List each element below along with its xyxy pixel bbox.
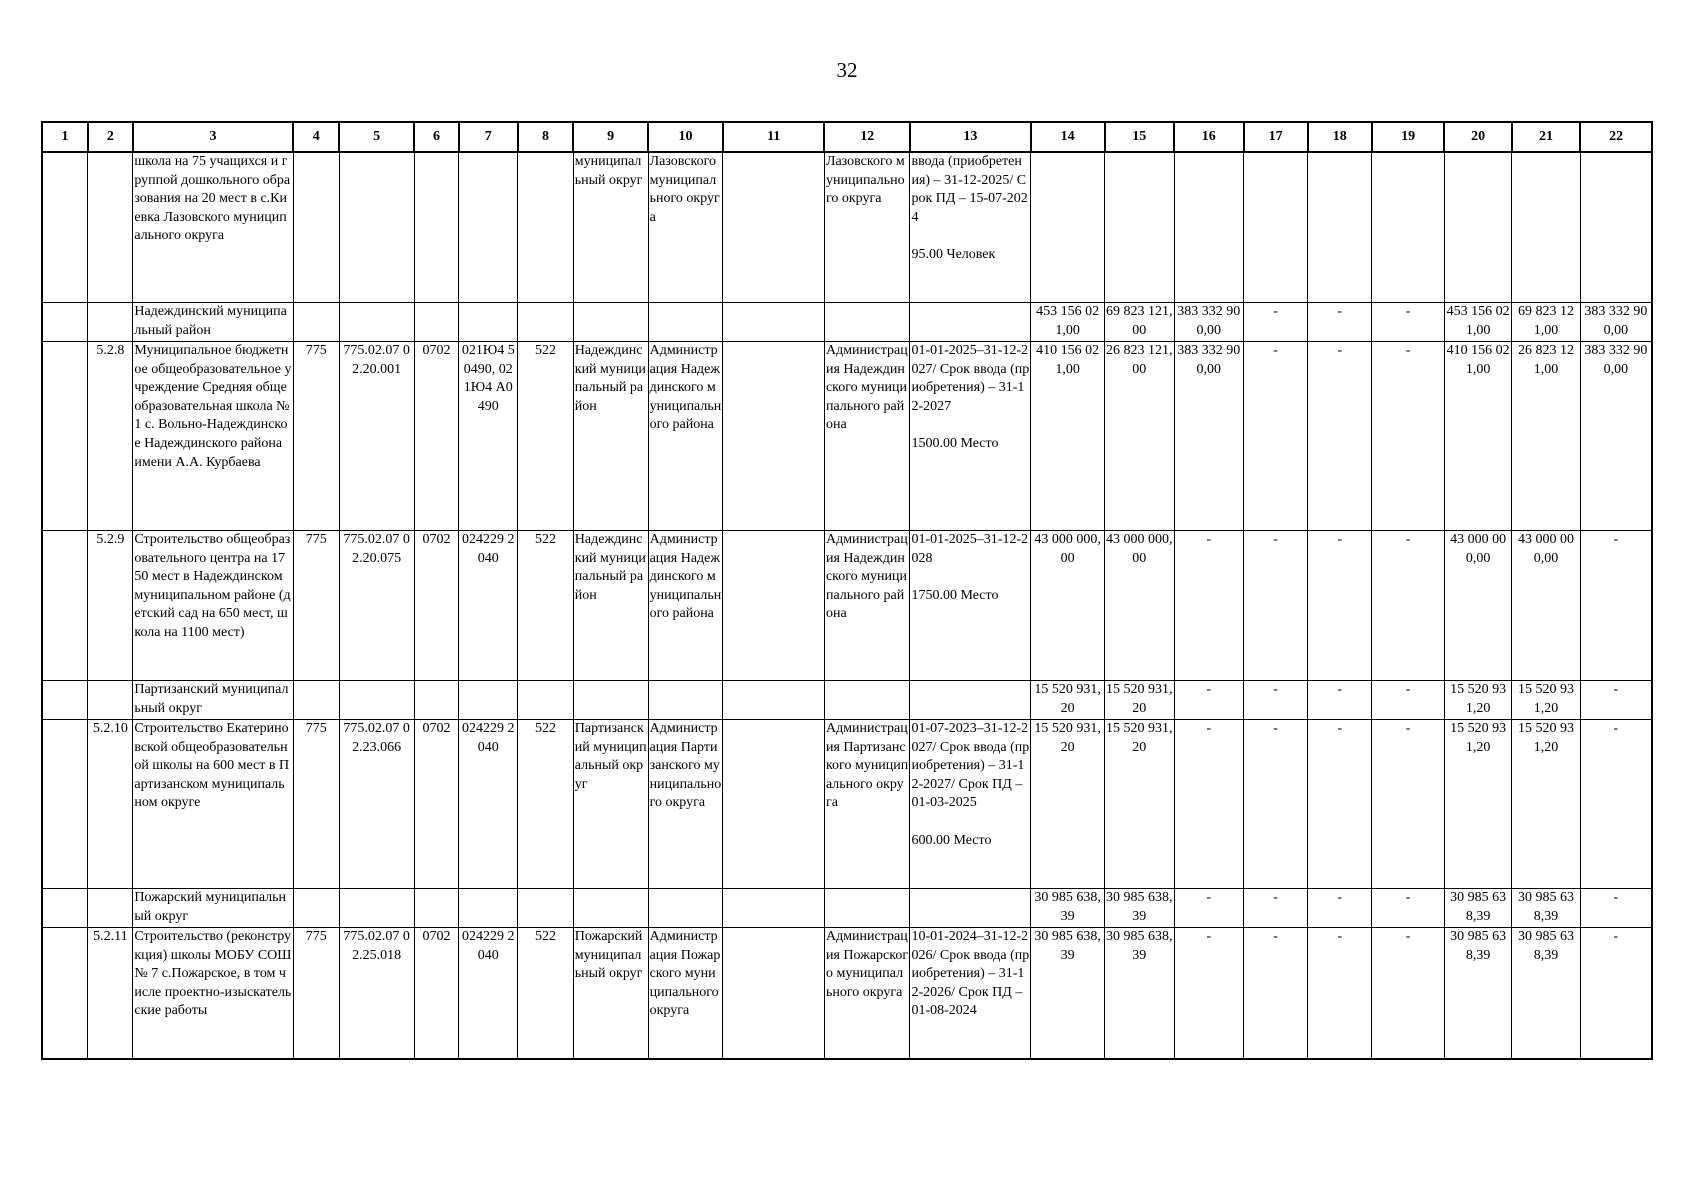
table-cell-col-13 (910, 681, 1031, 720)
table-cell-col-9: Надеждинский муниципальный район (573, 531, 648, 681)
table-cell-col-19: - (1372, 531, 1445, 681)
table-cell-col-18: - (1308, 889, 1372, 928)
table-cell-col-13: 01-01-2025–31-12-2028 1750.00 Место (910, 531, 1031, 681)
table-cell-col-19: - (1372, 889, 1445, 928)
header-cell: 7 (459, 122, 518, 152)
table-cell-col-9: муниципальный округ (573, 152, 648, 303)
table-cell-col-6 (414, 152, 459, 303)
table-cell-col-13: 10-01-2024–31-12-2026/ Срок ввода (приобретения) – 31-12-2026/ Срок ПД – 01-08-2024 (910, 928, 1031, 1060)
table-cell-col-6 (414, 303, 459, 342)
table-cell-col-9: Пожарский муниципальный округ (573, 928, 648, 1060)
table-cell-col-15: 15 520 931,20 (1105, 681, 1174, 720)
header-cell: 18 (1308, 122, 1372, 152)
table-cell-col-14: 43 000 000,00 (1031, 531, 1105, 681)
table-cell-col-18 (1308, 152, 1372, 303)
header-cell: 10 (648, 122, 723, 152)
table-cell-col-21: 26 823 121,00 (1512, 342, 1580, 531)
table-cell-col-12: Администрация Надеждинского муниципального района (824, 342, 910, 531)
table-cell-col-6: 0702 (414, 342, 459, 531)
table-cell-col-10 (648, 303, 723, 342)
table-cell-col-14: 410 156 021,00 (1031, 342, 1105, 531)
table-cell-col-19: - (1372, 303, 1445, 342)
table-cell-col-17: - (1244, 681, 1308, 720)
table-cell-col-5 (339, 681, 414, 720)
table-cell-col-10: Администрация Пожарского муниципального округа (648, 928, 723, 1060)
table-cell-col-7: 021Ю4 50490, 021Ю4 А0490 (459, 342, 518, 531)
table-cell-col-20: 30 985 638,39 (1444, 928, 1511, 1060)
header-cell: 19 (1372, 122, 1445, 152)
header-cell: 21 (1512, 122, 1580, 152)
table-row (42, 531, 1652, 681)
header-row (42, 122, 1652, 152)
table-cell-col-21: 15 520 931,20 (1512, 720, 1580, 889)
table-cell-col-3: Партизанский муниципальный округ (133, 681, 293, 720)
table-cell-col-3: Пожарский муниципальный округ (133, 889, 293, 928)
table-cell-col-12 (824, 303, 910, 342)
table-cell-col-10: Лазовского муниципального округа (648, 152, 723, 303)
table-cell-col-18: - (1308, 342, 1372, 531)
table-cell-col-1 (42, 681, 88, 720)
table-cell-col-11 (723, 720, 825, 889)
table-cell-col-9 (573, 889, 648, 928)
table-cell-col-1 (42, 720, 88, 889)
table-cell-col-16: 383 332 900,00 (1174, 303, 1243, 342)
table-cell-col-2 (88, 681, 133, 720)
table-cell-col-13: 01-07-2023–31-12-2027/ Срок ввода (приобретения) – 31-12-2027/ Срок ПД – 01-03-2025 600.00 Место (910, 720, 1031, 889)
table-cell-col-21: 30 985 638,39 (1512, 889, 1580, 928)
header-cell: 13 (910, 122, 1031, 152)
table-cell-col-16: - (1174, 928, 1243, 1060)
table-cell-col-16: 383 332 900,00 (1174, 342, 1243, 531)
table-cell-col-15: 26 823 121,00 (1105, 342, 1174, 531)
header-cell: 15 (1105, 122, 1174, 152)
table-cell-col-5 (339, 303, 414, 342)
table-cell-col-20: 453 156 021,00 (1444, 303, 1511, 342)
table-cell-col-13: ввода (приобретения) – 31-12-2025/ Срок ПД – 15-07-2024 95.00 Человек (910, 152, 1031, 303)
table-cell-col-6: 0702 (414, 531, 459, 681)
table-cell-col-22: - (1580, 889, 1652, 928)
table-cell-col-11 (723, 342, 825, 531)
table-cell-col-14: 30 985 638,39 (1031, 889, 1105, 928)
table-cell-col-5 (339, 152, 414, 303)
table-cell-col-18: - (1308, 928, 1372, 1060)
table-cell-col-2 (88, 152, 133, 303)
table-cell-col-12 (824, 681, 910, 720)
table-cell-col-5: 775.02.07 02.20.001 (339, 342, 414, 531)
table-cell-col-13 (910, 889, 1031, 928)
table-cell-col-3: Строительство общеобразовательного центра на 1750 мест в Надеждинском муниципальном районе (детский сад на 650 мест, школа на 1100 мест) (133, 531, 293, 681)
table-cell-col-3: Строительство Екатериновской общеобразовательной школы на 600 мест в Партизанском муниципальном округе (133, 720, 293, 889)
table-cell-col-12: Администрация Надеждинского муниципального района (824, 531, 910, 681)
table-cell-col-17: - (1244, 342, 1308, 531)
table-cell-col-6: 0702 (414, 720, 459, 889)
table-row (42, 342, 1652, 531)
table-cell-col-12: Администрация Партизанского муниципального округа (824, 720, 910, 889)
table-cell-col-1 (42, 531, 88, 681)
table-cell-col-8 (518, 681, 574, 720)
table-cell-col-12: Администрация Пожарского муниципального округа (824, 928, 910, 1060)
table-cell-col-6 (414, 681, 459, 720)
table-cell-col-12 (824, 889, 910, 928)
table-cell-col-4 (293, 303, 339, 342)
table-cell-col-21: 15 520 931,20 (1512, 681, 1580, 720)
header-cell: 6 (414, 122, 459, 152)
table-cell-col-8: 522 (518, 928, 574, 1060)
table-cell-col-15: 15 520 931,20 (1105, 720, 1174, 889)
table-cell-col-21: 69 823 121,00 (1512, 303, 1580, 342)
table-cell-col-11 (723, 928, 825, 1060)
table-cell-col-5: 775.02.07 02.23.066 (339, 720, 414, 889)
table-cell-col-11 (723, 889, 825, 928)
table-cell-col-14 (1031, 152, 1105, 303)
table-cell-col-9 (573, 303, 648, 342)
table-cell-col-7 (459, 303, 518, 342)
header-cell: 9 (573, 122, 648, 152)
table-cell-col-17: - (1244, 889, 1308, 928)
table-cell-col-9: Надеждинский муниципальный район (573, 342, 648, 531)
table-cell-col-18: - (1308, 303, 1372, 342)
table-cell-col-13 (910, 303, 1031, 342)
table-cell-col-5: 775.02.07 02.20.075 (339, 531, 414, 681)
table-cell-col-18: - (1308, 531, 1372, 681)
table-cell-col-4: 775 (293, 720, 339, 889)
header-cell: 22 (1580, 122, 1652, 152)
table-cell-col-18: - (1308, 720, 1372, 889)
table-cell-col-7: 024229 2040 (459, 928, 518, 1060)
table-cell-col-3: Надеждинский муниципальный район (133, 303, 293, 342)
table-cell-col-14: 453 156 021,00 (1031, 303, 1105, 342)
header-cell: 1 (42, 122, 88, 152)
table-cell-col-17: - (1244, 303, 1308, 342)
table-row (42, 928, 1652, 1060)
table-cell-col-6: 0702 (414, 928, 459, 1060)
table-cell-col-7 (459, 152, 518, 303)
table-cell-col-22 (1580, 152, 1652, 303)
table-cell-col-3: школа на 75 учащихся и группой дошкольного образования на 20 мест в с.Киевка Лазовского муниципального округа (133, 152, 293, 303)
table-cell-col-17: - (1244, 531, 1308, 681)
table-cell-col-10 (648, 681, 723, 720)
table-cell-col-7: 024229 2040 (459, 531, 518, 681)
table-row (42, 720, 1652, 889)
table-cell-col-1 (42, 889, 88, 928)
table-row (42, 889, 1652, 928)
table-cell-col-2: 5.2.8 (88, 342, 133, 531)
header-cell: 17 (1244, 122, 1308, 152)
table-cell-col-1 (42, 342, 88, 531)
table-cell-col-19: - (1372, 681, 1445, 720)
header-cell: 3 (133, 122, 293, 152)
table-cell-col-22: 383 332 900,00 (1580, 303, 1652, 342)
table-cell-col-14: 15 520 931,20 (1031, 681, 1105, 720)
header-cell: 14 (1031, 122, 1105, 152)
header-cell: 5 (339, 122, 414, 152)
table-cell-col-2 (88, 303, 133, 342)
table-cell-col-16: - (1174, 720, 1243, 889)
table-cell-col-20: 15 520 931,20 (1444, 720, 1511, 889)
header-cell: 12 (824, 122, 910, 152)
table-cell-col-6 (414, 889, 459, 928)
table-row (42, 681, 1652, 720)
header-cell: 4 (293, 122, 339, 152)
table-cell-col-10: Администрация Надеждинского муниципального района (648, 342, 723, 531)
table-cell-col-16: - (1174, 531, 1243, 681)
header-cell: 8 (518, 122, 574, 152)
table-cell-col-10: Администрация Партизанского муниципального округа (648, 720, 723, 889)
table-cell-col-19: - (1372, 928, 1445, 1060)
table-cell-col-22: - (1580, 531, 1652, 681)
table-cell-col-1 (42, 303, 88, 342)
header-cell: 20 (1444, 122, 1511, 152)
table-cell-col-17: - (1244, 928, 1308, 1060)
table-cell-col-22: - (1580, 720, 1652, 889)
table-cell-col-8: 522 (518, 720, 574, 889)
table-cell-col-3: Муниципальное бюджетное общеобразовательное учреждение Средняя общеобразовательная школа № 1 с. Вольно-Надеждинское Надеждинского района имени А.А. Курбаева (133, 342, 293, 531)
table-cell-col-15: 30 985 638,39 (1105, 889, 1174, 928)
table-cell-col-15: 30 985 638,39 (1105, 928, 1174, 1060)
table-cell-col-8 (518, 303, 574, 342)
table-cell-col-22: - (1580, 928, 1652, 1060)
table-cell-col-16 (1174, 152, 1243, 303)
table-cell-col-17 (1244, 152, 1308, 303)
table-cell-col-21 (1512, 152, 1580, 303)
table-cell-col-12: Лазовского муниципального округа (824, 152, 910, 303)
table-cell-col-7 (459, 681, 518, 720)
table-cell-col-15 (1105, 152, 1174, 303)
table-cell-col-9: Партизанский муниципальный округ (573, 720, 648, 889)
table-cell-col-20: 15 520 931,20 (1444, 681, 1511, 720)
table-cell-col-21: 43 000 000,00 (1512, 531, 1580, 681)
header-cell: 11 (723, 122, 825, 152)
table-cell-col-19 (1372, 152, 1445, 303)
table-cell-col-11 (723, 303, 825, 342)
table-cell-col-3: Строительство (реконструкция) школы МОБУ СОШ № 7 с.Пожарское, в том числе проектно-изыскательские работы (133, 928, 293, 1060)
table-cell-col-16: - (1174, 889, 1243, 928)
table-cell-col-19: - (1372, 720, 1445, 889)
header-cell: 16 (1174, 122, 1243, 152)
table-cell-col-14: 15 520 931,20 (1031, 720, 1105, 889)
table-cell-col-5: 775.02.07 02.25.018 (339, 928, 414, 1060)
table-cell-col-1 (42, 928, 88, 1060)
table-cell-col-4: 775 (293, 531, 339, 681)
table-cell-col-4: 775 (293, 928, 339, 1060)
table-cell-col-5 (339, 889, 414, 928)
table-cell-col-11 (723, 681, 825, 720)
table-cell-col-7: 024229 2040 (459, 720, 518, 889)
table-cell-col-11 (723, 531, 825, 681)
table-cell-col-10 (648, 889, 723, 928)
table-cell-col-8: 522 (518, 342, 574, 531)
table-cell-col-21: 30 985 638,39 (1512, 928, 1580, 1060)
table-cell-col-4: 775 (293, 342, 339, 531)
table-cell-col-20: 43 000 000,00 (1444, 531, 1511, 681)
table-cell-col-20: 410 156 021,00 (1444, 342, 1511, 531)
table-cell-col-8 (518, 889, 574, 928)
table-cell-col-22: - (1580, 681, 1652, 720)
table-cell-col-20: 30 985 638,39 (1444, 889, 1511, 928)
table-cell-col-4 (293, 681, 339, 720)
table-cell-col-7 (459, 889, 518, 928)
table-cell-col-22: 383 332 900,00 (1580, 342, 1652, 531)
table-cell-col-4 (293, 152, 339, 303)
table-cell-col-20 (1444, 152, 1511, 303)
table-row (42, 152, 1652, 303)
table-cell-col-11 (723, 152, 825, 303)
table-cell-col-2: 5.2.10 (88, 720, 133, 889)
table-cell-col-15: 43 000 000,00 (1105, 531, 1174, 681)
table-cell-col-8 (518, 152, 574, 303)
table-cell-col-2: 5.2.11 (88, 928, 133, 1060)
table-cell-col-13: 01-01-2025–31-12-2027/ Срок ввода (приобретения) – 31-12-2027 1500.00 Место (910, 342, 1031, 531)
table-cell-col-8: 522 (518, 531, 574, 681)
table-cell-col-4 (293, 889, 339, 928)
table-body (42, 152, 1652, 1059)
table-row (42, 303, 1652, 342)
header-cell: 2 (88, 122, 133, 152)
table-cell-col-2: 5.2.9 (88, 531, 133, 681)
budget-table (41, 121, 1653, 1060)
table-cell-col-9 (573, 681, 648, 720)
page-number: 32 (836, 58, 858, 82)
table-cell-col-16: - (1174, 681, 1243, 720)
table-cell-col-10: Администрация Надеждинского муниципального района (648, 531, 723, 681)
table-cell-col-2 (88, 889, 133, 928)
table-cell-col-17: - (1244, 720, 1308, 889)
table-cell-col-19: - (1372, 342, 1445, 531)
table-cell-col-1 (42, 152, 88, 303)
table-cell-col-18: - (1308, 681, 1372, 720)
table-cell-col-14: 30 985 638,39 (1031, 928, 1105, 1060)
table-cell-col-15: 69 823 121,00 (1105, 303, 1174, 342)
